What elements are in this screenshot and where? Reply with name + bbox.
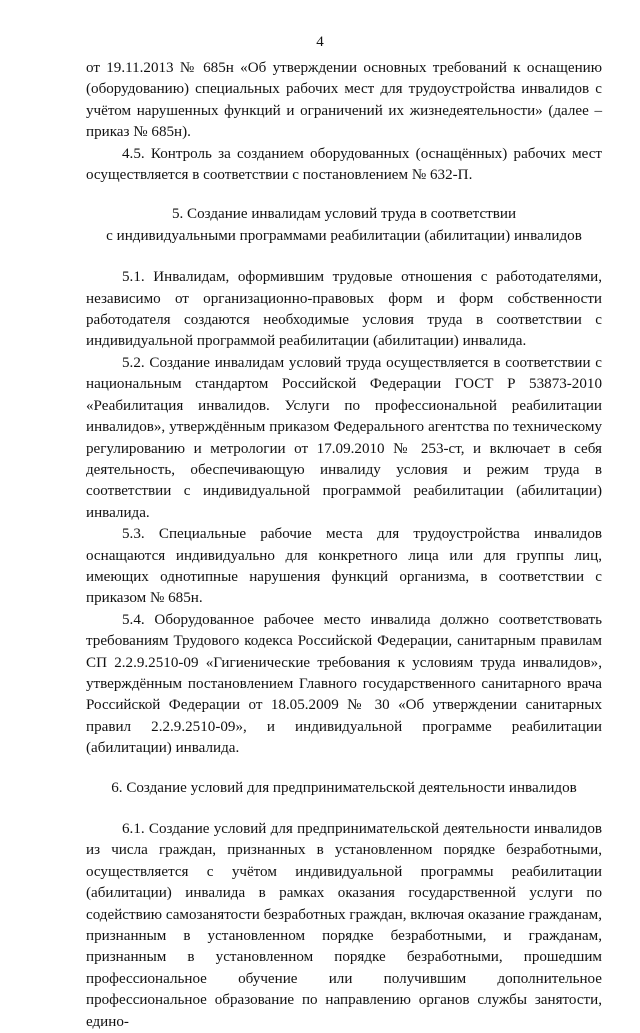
paragraph-order-reference: от 19.11.2013 № 685н «Об утверждении основных требований к оснащению (оборудованию) специальных рабочих мест для трудоустройства инвалидов с учётом нарушенных функций и ограничений их жизнедеятельности» (далее – приказ № 685н).: [86, 60, 602, 141]
paragraph-6-1: 6.1. Создание условий для предпринимательской деятельности инвалидов из числа граждан, признанных в установленном порядке безработными, осуществляется с учётом индивидуальной программы реабилитации (абилитации) инвалида в рамках оказания государственной услуги по содействию самозанятости безработных граждан, включая оказание гражданам, признанным в установленном порядке безработными, и гражданам, признанным в установленном порядке безработными, прошедшим профессиональное обучение или получившим дополнительное профессиональное образование по направлению органов службы занятости, едино-: [86, 821, 602, 1030]
section-5-heading-line2: с индивидуальными программами реабилитации (абилитации) инвалидов: [106, 227, 582, 244]
page-number: 4: [316, 34, 324, 50]
section-5-heading-line1: 5. Создание инвалидам условий труда в соответствии: [171, 206, 517, 223]
document-body: [86, 58, 602, 1033]
paragraph-4-5: 4.5. Контроль за созданием оборудованных (оснащённых) рабочих мест осуществляется в соответствии с постановлением № 632-П.: [86, 145, 602, 184]
paragraph-5-4: 5.4. Оборудованное рабочее место инвалида должно соответствовать требованиям Трудового кодекса Российской Федерации, санитарным правилам СП 2.2.9.2510-09 «Гигиенические требования к условиям труда инвалидов», утверждённым постановлением Главного государственного санитарного врача Российской Федерации от 18.05.2009 № 30 «Об утверждении санитарных правил 2.2.9.2510-09», и индивидуальной программе реабилитации (абилитации) инвалида.: [86, 611, 602, 757]
section-6-heading-line: 6. Создание условий для предпринимательской деятельности инвалидов: [111, 779, 577, 796]
paragraph-5-2: 5.2. Создание инвалидам условий труда осуществляется в соответствии с национальным стандартом Российской Федерации ГОСТ Р 53873-2010 «Реабилитация инвалидов. Услуги по профессиональной реабилитации инвалидов», утверждённым приказом Федерального агентства по техническому регулированию и метрологии от 17.09.2010 № 253-ст, и включает в себя деятельность, обеспечивающую инвалиду условия и режим труда в соответствии с индивидуальной программой реабилитации (абилитации) инвалида.: [86, 354, 602, 521]
section-6-heading: [86, 778, 602, 799]
section-5-heading: [86, 204, 602, 247]
paragraph-5-1: 5.1. Инвалидам, оформившим трудовые отношения с работодателями, независимо от организационно-правовых форм и форм собственности работодателя создаются необходимые условия труда в соответствии с индивидуальной программой реабилитации (абилитации) инвалида.: [86, 269, 602, 350]
paragraph-5-3: 5.3. Специальные рабочие места для трудоустройства инвалидов оснащаются индивидуально для конкретного лица или для группы лиц, имеющих однотипные нарушения функций организма, в соответствии с приказом № 685н.: [86, 526, 602, 607]
